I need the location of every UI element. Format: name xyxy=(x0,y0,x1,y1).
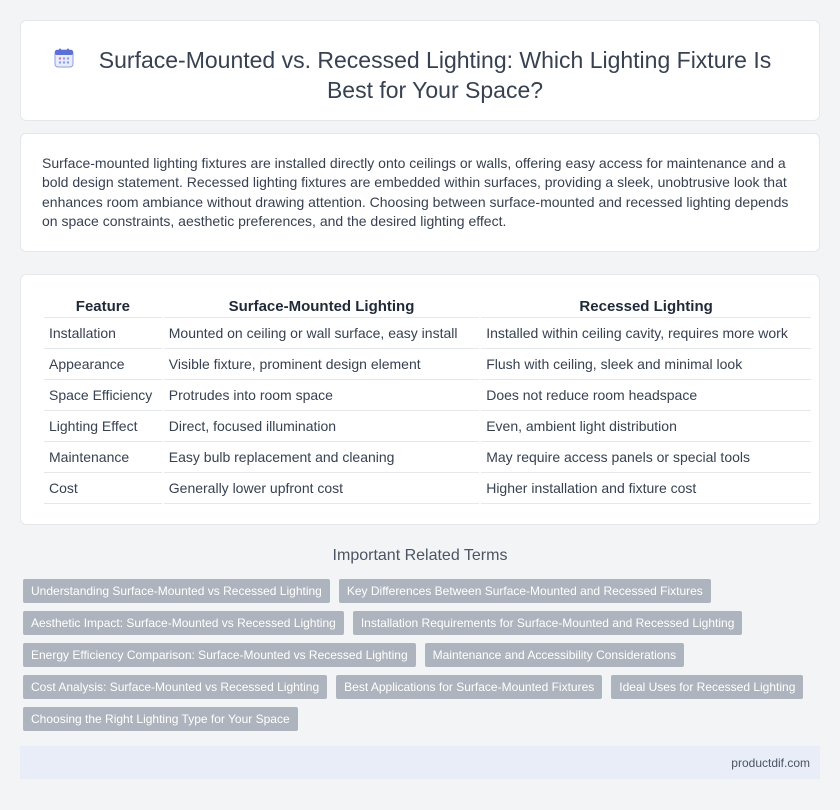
table-cell: Lighting Effect xyxy=(44,411,162,442)
related-term-link[interactable]: Choosing the Right Lighting Type for Your Space xyxy=(23,707,298,731)
header-surface-mounted: Surface-Mounted Lighting xyxy=(164,297,479,318)
table-cell: Installed within ceiling cavity, requires more work xyxy=(481,318,811,349)
table-cell: Cost xyxy=(44,473,162,504)
related-term-link[interactable]: Cost Analysis: Surface-Mounted vs Recessed Lighting xyxy=(23,675,327,699)
related-term-link[interactable]: Key Differences Between Surface-Mounted and Recessed Fixtures xyxy=(339,579,711,603)
related-term-link[interactable]: Aesthetic Impact: Surface-Mounted vs Recessed Lighting xyxy=(23,611,344,635)
table-cell: Flush with ceiling, sleek and minimal look xyxy=(481,349,811,380)
table-cell: Direct, focused illumination xyxy=(164,411,479,442)
header-feature: Feature xyxy=(44,297,162,318)
intro-paragraph: Surface-mounted lighting fixtures are installed directly onto ceilings or walls, offering easy access for maintenance and a bold design statement. Recessed lighting fixtures are embedded within surfaces, providing a sleek, unobtrusive look that enhances room ambiance without drawing attention. Choosing between surface-mounted and recessed lighting depends on space constraints, aesthetic preferences, and the desired lighting effect. xyxy=(42,155,789,230)
related-term-link[interactable]: Energy Efficiency Comparison: Surface-Mounted vs Recessed Lighting xyxy=(23,643,416,667)
related-terms-list xyxy=(23,579,813,731)
table-row xyxy=(44,473,811,504)
intro-card xyxy=(20,133,820,252)
table-cell: Even, ambient light distribution xyxy=(481,411,811,442)
table-cell: Maintenance xyxy=(44,442,162,473)
table-cell: Higher installation and fixture cost xyxy=(481,473,811,504)
page-title: Surface-Mounted vs. Recessed Lighting: Which Lighting Fixture Is Best for Your Space? xyxy=(98,47,772,103)
table-row xyxy=(44,442,811,473)
comparison-table-card xyxy=(20,274,820,525)
header-card xyxy=(20,20,820,121)
comparison-table xyxy=(42,297,813,504)
table-cell: Protrudes into room space xyxy=(164,380,479,411)
table-row xyxy=(44,349,811,380)
table-header-row xyxy=(44,297,811,318)
footer-site-name: productdif.com xyxy=(731,756,810,770)
header-recessed: Recessed Lighting xyxy=(481,297,811,318)
table-cell: Space Efficiency xyxy=(44,380,162,411)
table-cell: Visible fixture, prominent design element xyxy=(164,349,479,380)
table-cell: May require access panels or special tools xyxy=(481,442,811,473)
table-row xyxy=(44,318,811,349)
related-term-link[interactable]: Ideal Uses for Recessed Lighting xyxy=(611,675,803,699)
table-row xyxy=(44,380,811,411)
table-cell: Generally lower upfront cost xyxy=(164,473,479,504)
footer-bar xyxy=(20,746,820,779)
table-row xyxy=(44,411,811,442)
related-term-link[interactable]: Understanding Surface-Mounted vs Recessed Lighting xyxy=(23,579,330,603)
table-cell: Mounted on ceiling or wall surface, easy install xyxy=(164,318,479,349)
table-cell: Easy bulb replacement and cleaning xyxy=(164,442,479,473)
related-term-link[interactable]: Best Applications for Surface-Mounted Fixtures xyxy=(336,675,602,699)
table-cell: Appearance xyxy=(44,349,162,380)
table-cell: Does not reduce room headspace xyxy=(481,380,811,411)
related-term-link[interactable]: Maintenance and Accessibility Considerations xyxy=(425,643,684,667)
related-term-link[interactable]: Installation Requirements for Surface-Mounted and Recessed Lighting xyxy=(353,611,743,635)
related-terms-title: Important Related Terms xyxy=(332,547,508,564)
table-cell: Installation xyxy=(44,318,162,349)
